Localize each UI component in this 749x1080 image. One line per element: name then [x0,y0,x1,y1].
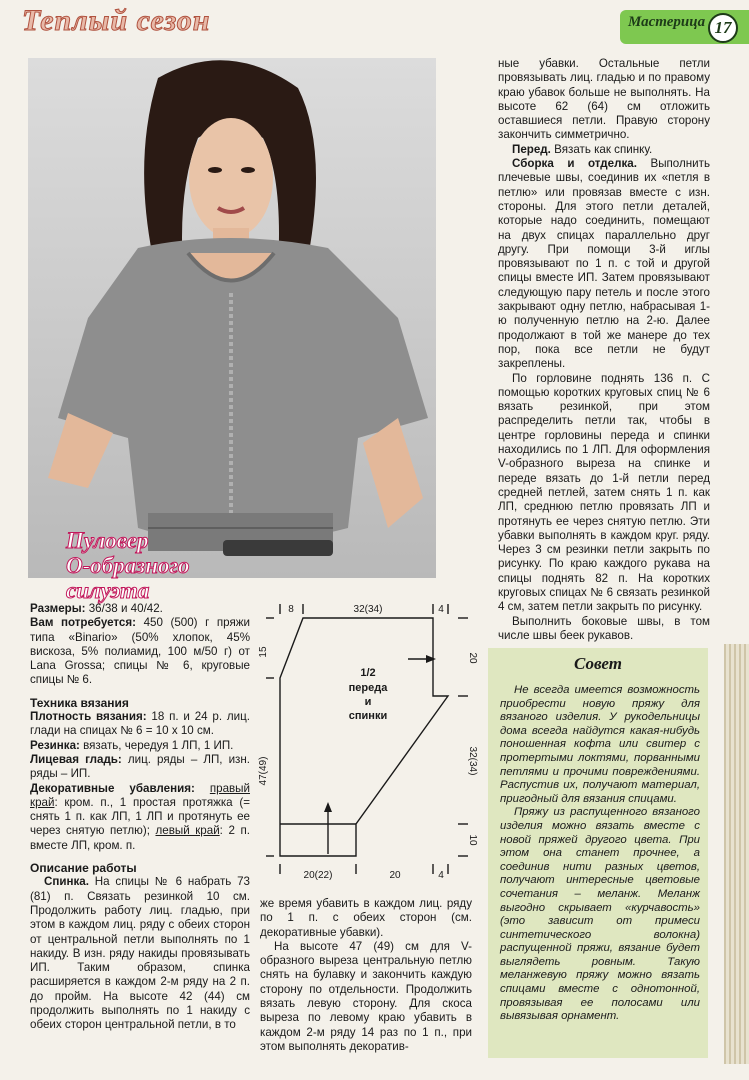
dim-top-left: 8 [288,604,294,615]
page-spine [724,644,749,1064]
advice-paragraph-1: Не всегда имеется возможность приобрести новую пряжу для вязаного изделия. У рукодельницы дома всегда найдутся какая-нибудь поношенная кофта или свитер с протертыми локтями, порванными петлями и прочими повреждениями. Распустив их, получают материал, пригодный для вязания спицами. [500,684,700,805]
diagram-label-4: спинки [348,710,388,722]
technique-heading: Техника вязания [30,695,129,710]
model-illustration [28,58,436,578]
advice-paragraph-2: Пряжу из распущенного вязаного изделия можно вязать вместе с новой пряжей другого цвета. При этом она станет прочнее, а соединив нити разных цветов, получают интересные цветовые сочетания – меланж. Меланж выгодно скрывает «курчавость» (это зависит от примеси синтетического волокна) распущенной пряжи, вязание будет выглядеть ровным. Такую меланжевую пряжу можно вязать спицами вместе с однотонной, провязывая ее полосами или вывязывая орнамент. [500,806,700,1023]
dim-bottom-right: 20 [389,870,401,881]
work-heading: Описание работы [30,861,137,876]
dim-left-main: 47(49) [258,756,269,786]
advice-title: Совет [574,654,622,673]
diagram-label-2: переда [348,682,388,694]
caption-line-1: Пуловер [66,528,149,553]
left-column [30,602,250,1033]
dim-right-top: 20 [467,652,478,664]
advice-box [488,648,708,1058]
photo-caption [66,528,189,603]
caption-line-2: О-образного [66,553,190,578]
middle-column [260,897,472,1054]
magazine-name: Мастерица [628,14,706,30]
page-number: 17 [708,13,738,43]
model-photo [28,58,436,603]
dim-top-right: 4 [438,604,444,615]
diagram-label-1: 1/2 [360,667,376,679]
stockinette: Лицевая гладь: лиц. ряды – ЛП, изн. ряды – ИП. [30,752,250,781]
materials: Вам потребуется: 450 (500) г пряжи типа «Binario» (50% хлопок, 45% вискоза, 5% полиамид, 100 м/50 г) от Lana Grossa; спицы № 6, круговые спицы № 6. [30,616,250,687]
back-instructions: Спинка. На спицы № 6 набрать 73 (81) п. Связать резинкой 10 см. Продолжить работу лиц. гладью, при этом в каждом лиц. ряду с обеих сторон от центральной петли выполнять по 1 накиду. В изн. ряду накиды провязывать ИП. Таким образом, спинка расширяется в каждом 2-м ряду на 2 п. до пройм. На высоте 42 (44) см продолжить выполнять по 1 накиду с обеих сторон центральной петли, в то [30,875,250,1032]
mid-paragraph-1: же время убавить в каждом лиц. ряду по 1 п. с обеих сторон (см. декоративные убавки). [260,897,472,939]
right-paragraph-1: ные убавки. Остальные петли провязывать лиц. гладью и по правому краю убавок больше не выполнять. На высоте 62 (64) см отложить оставшиеся петли. Правую сторону закончить симметрично. [498,57,710,142]
dim-right-bottom: 10 [467,834,478,846]
dim-left-top: 15 [258,646,269,658]
section-title: Теплый сезон [22,4,211,37]
right-paragraph-3: По горловине поднять 136 п. С помощью коротких круговых спиц № 6 вязать резинкой, при этом распределить петли так, чтобы в центре горловины переда и спинки находились по 1 ЛП. Для оформления V-образного выреза на спинке и переде вязать до 1-й петли перед средней петлей, затем снять 1 п. как ЛП, среднюю петлю провязать ЛП и протянуть ее через снятую петлю. Эти убавки выполнять в каждом круг. ряду. Через 3 см резинки петли закрыть по рисунку. По краю каждого рукава на спицы поднять 82 п. На коротких круговых спицах № 6 связать резинкой 4 см, затем петли закрыть по рисунку. [498,371,710,614]
front-instructions: Перед. Вязать как спинку. [512,142,653,156]
sizes: Размеры: 36/38 и 40/42. [30,602,163,615]
advice-text [500,684,700,1024]
dim-bottom-left: 20(22) [303,870,333,881]
assembly-instructions: Сборка и отделка. Выполнить плечевые швы, соединив их «петля в петлю» или провязав вместе с изн. стороны. Для этого петли деталей, которые надо соединить, помещают на двух спицах параллельно друг другу. При помощи 3-й иглы провязывают по 1 п. с той и другой спицы вместе ИП. Затем провязывают следующую пару петель и после этого закрывают одну петлю, набрасывая 1-ю полученную петлю на 2-ю. Далее продолжают в той же манере до тех пор, пока все петли не будут закреплены. [498,157,710,371]
right-column [498,57,710,643]
dim-right-main: 32(34) [467,746,478,776]
dim-top-mid: 32(34) [353,604,383,615]
right-paragraph-4: Выполнить боковые швы, в том числе швы беек рукавов. [498,614,710,642]
decorative-decreases: Декоративные убавления: правый край: кром. п., 1 простая протяжка (= снять 1 п. как ЛП, 1 ЛП и протянуть ее через снятую петлю); левый край: 2 п. вместе ЛП, кром. п. [30,781,250,852]
diagram-label-3: и [364,696,372,708]
caption-line-3: силуэта [66,578,150,603]
mid-paragraph-2: На высоте 47 (49) см для V-образного выреза центральную петлю снять на булавку и закончить каждую сторону по отдельности. Продолжить вязать левую сторону. Для скоса выреза по левому краю убавить в каждом 2-м ряду 14 раз по 1 п., при этом выполнять декоратив- [260,939,472,1053]
dim-bottom-far-right: 4 [438,870,444,881]
density: Плотность вязания: 18 п. и 24 р. лиц. глади на спицах № 6 = 10 х 10 см. [30,710,250,738]
pattern-diagram [258,596,486,896]
rib-stitch: Резинка: вязать, чередуя 1 ЛП, 1 ИП. [30,738,234,752]
